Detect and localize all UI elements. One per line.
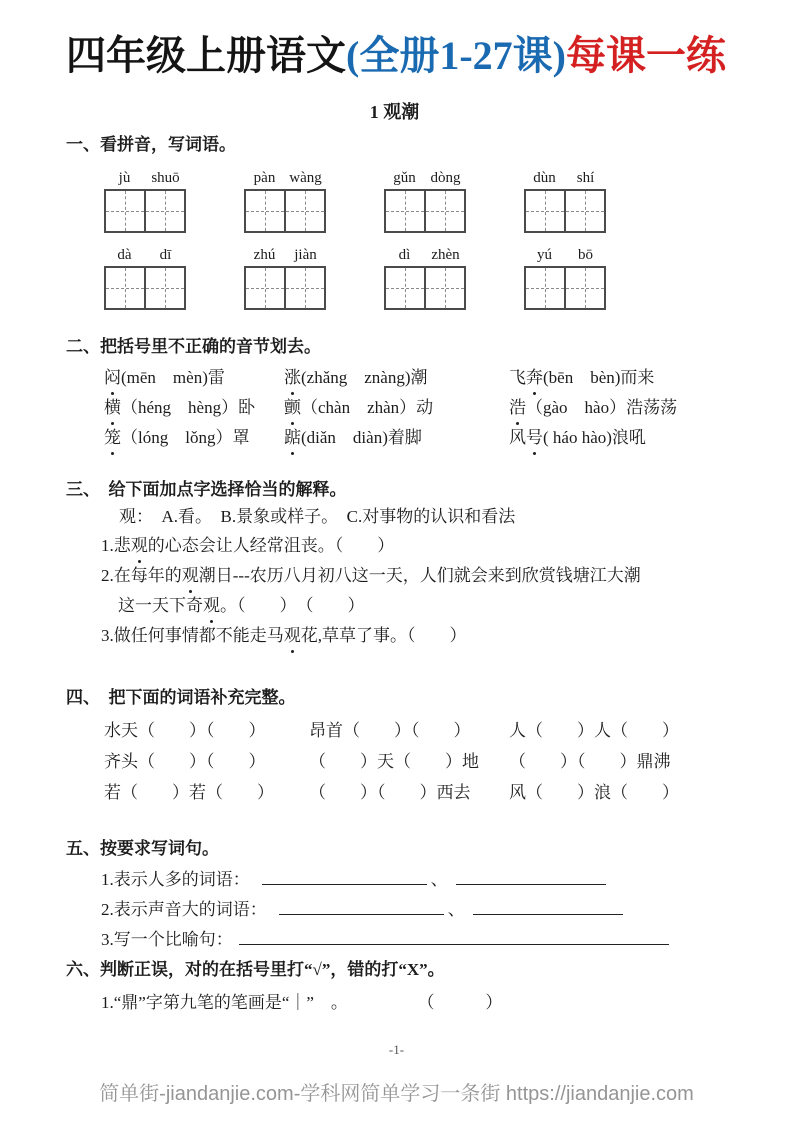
grid-cell [106, 268, 146, 308]
grid-cell [566, 191, 604, 231]
write-item [66, 925, 723, 955]
syllable-item: 涨(zhǎng znàng)潮 [284, 363, 509, 393]
grid-cell [246, 268, 286, 308]
completion-row [66, 777, 723, 808]
completion-item: （ ）（ ）鼎沸 [509, 752, 671, 771]
meaning-options-line: 观： A.看。 B.景象或样子。 C.对事物的认识和看法 [119, 507, 516, 526]
grid-cell [386, 268, 426, 308]
dotted-char: 观 [203, 591, 220, 621]
dotted-char: 闷 [104, 363, 121, 393]
pinyin-syllable: wàng [289, 170, 322, 186]
grid-cell [146, 191, 184, 231]
dotted-char: 踮 [284, 423, 301, 453]
write-label: 1.表示人多的词语： [101, 870, 250, 889]
dotted-char: 涨 [284, 363, 301, 393]
dotted-char: 观 [182, 561, 199, 591]
writing-grid [384, 189, 466, 233]
completion-item: 水天（ ）（ ） [104, 721, 266, 740]
syllable-item: 浩（gào hào）浩荡荡 [509, 393, 723, 423]
pinyin-syllable: gǔn [393, 170, 416, 186]
pinyin-word [524, 246, 606, 310]
grid-cell [566, 268, 604, 308]
pinyin-text [384, 246, 466, 265]
pinyin-syllable: jù [118, 170, 131, 186]
writing-grid [524, 189, 606, 233]
completion-item: 昂首（ ）（ ） [309, 721, 471, 740]
pinyin-word [384, 169, 466, 233]
writing-grid [244, 266, 326, 310]
main-title [66, 30, 726, 82]
write-item [66, 865, 723, 895]
write-item [66, 895, 723, 925]
judge-items [66, 989, 723, 1017]
sentence-line: 2.在每年的观潮日---农历八月初八这一天，人们就会来到欣赏钱塘江大潮 [66, 561, 723, 591]
pinyin-row [66, 169, 723, 233]
completion-item: 人（ ）人（ ） [509, 721, 679, 740]
dotted-char: 观 [131, 531, 148, 561]
answer-parens: （ ） [425, 993, 503, 1012]
pinyin-syllable: dì [398, 247, 411, 263]
completion-item: 风（ ）浪（ ） [509, 783, 679, 802]
writing-grid [104, 189, 186, 233]
pinyin-text [244, 246, 326, 265]
pinyin-word [384, 246, 466, 310]
pinyin-word [104, 169, 186, 233]
section-write-heading: 五、按要求写词句。 [66, 839, 219, 858]
completion-rows [66, 715, 723, 808]
judge-text: 1.“鼎”字第九笔的笔画是“｜” 。 [101, 993, 348, 1012]
pinyin-syllable: shí [576, 170, 595, 186]
completion-item: 齐头（ ）（ ） [104, 752, 266, 771]
grid-cell [526, 268, 566, 308]
syllable-item: 闷(mēn mèn)雷 [104, 363, 284, 393]
syllable-item: 颤（chàn zhàn）动 [284, 393, 509, 423]
pinyin-word [244, 246, 326, 310]
section-meaning-heading: 三、 给下面加点字选择恰当的解释。 [66, 480, 347, 499]
completion-row [66, 746, 723, 777]
grid-cell [386, 191, 426, 231]
dotted-char: 颤 [284, 393, 301, 423]
sentence-line: 这一天下奇观。（ ） （ ） [66, 591, 723, 621]
title-part-blue: (全册1-27课) [346, 33, 566, 78]
grid-cell [286, 191, 324, 231]
pinyin-word [104, 246, 186, 310]
pinyin-row [66, 246, 723, 310]
section-complete-heading: 四、 把下面的词语补充完整。 [66, 688, 296, 707]
judge-item [66, 989, 723, 1017]
page-number: -1- [388, 1042, 405, 1057]
sentence-line: 1.悲观的心态会让人经常沮丧。（ ） [66, 531, 723, 561]
completion-item: （ ）天（ ）地 [309, 752, 479, 771]
sentence-line: 3.做任何事情都不能走马观花,草草了事。（ ） [66, 621, 723, 651]
writing-grid [524, 266, 606, 310]
footer-site-line: 简单街-jiandanjie.com-学科网简单学习一条街 https://jiandanjie.com [99, 1083, 694, 1105]
writing-grid [244, 189, 326, 233]
pinyin-syllable: bō [578, 247, 593, 263]
syllable-item: 横（héng hèng）卧 [104, 393, 284, 423]
write-items [66, 865, 723, 955]
title-part-red: 每课一练 [565, 33, 726, 78]
grid-cell [286, 268, 324, 308]
syllable-item: 踮(diǎn diàn)着脚 [284, 423, 509, 453]
syllable-row [66, 423, 723, 453]
pinyin-syllable: dòng [430, 170, 461, 186]
pinyin-syllable: dà [117, 247, 132, 263]
meaning-items [66, 531, 723, 651]
completion-row [66, 715, 723, 746]
dotted-char: 笼 [104, 423, 121, 453]
writing-grid [104, 266, 186, 310]
blank-separator: 、 [447, 900, 465, 919]
dotted-char: 横 [104, 393, 121, 423]
lesson-title: 1 观潮 [369, 102, 420, 122]
pinyin-syllable: shuō [151, 170, 180, 186]
pinyin-text [104, 169, 186, 188]
pinyin-syllable: dùn [533, 170, 556, 186]
blank-separator: 、 [430, 870, 448, 889]
syllable-row [66, 393, 723, 423]
answer-blank [456, 870, 606, 885]
pinyin-syllable: jiàn [294, 247, 317, 263]
pinyin-syllable: dī [159, 247, 172, 263]
answer-blank [473, 900, 623, 915]
pinyin-syllable: pàn [253, 170, 276, 186]
pinyin-text [244, 169, 326, 188]
pinyin-text [104, 246, 186, 265]
dotted-char: 号 [526, 423, 543, 453]
dotted-char: 观 [284, 621, 301, 651]
pinyin-syllable: zhú [253, 247, 276, 263]
grid-cell [526, 191, 566, 231]
grid-cell [426, 268, 464, 308]
write-label: 3.写一个比喻句： [101, 930, 233, 949]
dotted-char: 奔 [526, 363, 543, 393]
completion-item: （ ）（ ）西去 [309, 783, 471, 802]
grid-cell [106, 191, 146, 231]
grid-cell [246, 191, 286, 231]
pinyin-text [524, 246, 606, 265]
pinyin-text [384, 169, 466, 188]
answer-blank [279, 900, 444, 915]
pinyin-syllable: zhèn [431, 247, 460, 263]
syllable-row [66, 363, 723, 393]
grid-cell [146, 268, 184, 308]
pinyin-text [524, 169, 606, 188]
completion-item: 若（ ）若（ ） [104, 783, 274, 802]
pinyin-syllable: yú [537, 247, 552, 263]
section-judge-heading: 六、判断正误，对的在括号里打“√”，错的打“X”。 [66, 960, 445, 979]
title-part-black: 四年级上册语文 [66, 33, 346, 78]
grid-cell [426, 191, 464, 231]
syllable-item: 风号( háo hào)浪吼 [509, 423, 723, 453]
write-label: 2.表示声音大的词语： [101, 900, 267, 919]
pinyin-rows [66, 169, 723, 310]
answer-blank [239, 930, 669, 945]
section-pinyin-heading: 一、看拼音，写词语。 [66, 135, 236, 154]
syllable-item: 笼（lóng lǒng）罩 [104, 423, 284, 453]
dotted-char: 浩 [509, 393, 526, 423]
pinyin-word [524, 169, 606, 233]
writing-grid [384, 266, 466, 310]
answer-blank [262, 870, 427, 885]
pinyin-word [244, 169, 326, 233]
syllable-rows [66, 363, 723, 453]
syllable-item: 飞奔(bēn bèn)而来 [509, 363, 723, 393]
section-syllable-heading: 二、把括号里不正确的音节划去。 [66, 337, 321, 356]
